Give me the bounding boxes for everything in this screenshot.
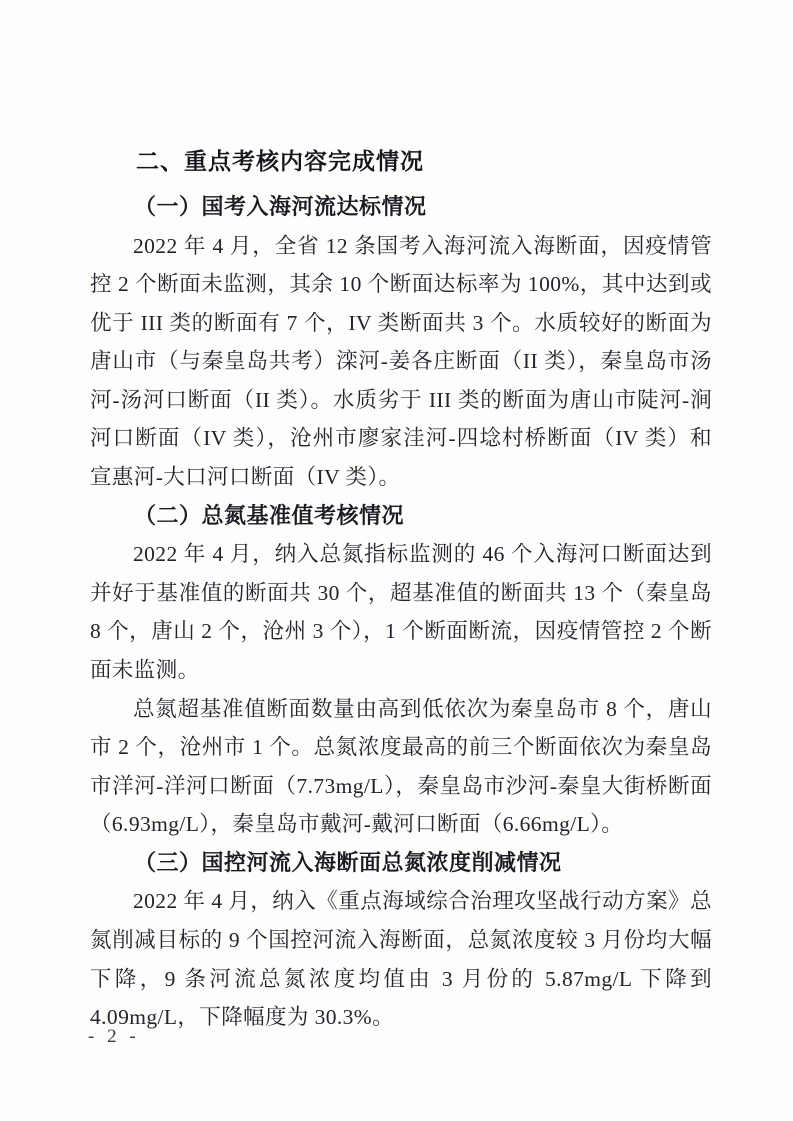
document-body xyxy=(90,142,712,1037)
paragraph: 总氮超基准值断面数量由高到低依次为秦皇岛市 8 个，唐山市 2 个，沧州市 1 个。总氮浓度最高的前三个断面依次为秦皇岛市洋河-洋河口断面（7.73mg/L），秦皇岛市沙河-秦皇大街桥断面（6.93mg/L），秦皇岛市戴河-戴河口断面（6.66mg/L）。 xyxy=(90,696,712,837)
subsection-title-1: （一）国考入海河流达标情况 xyxy=(134,194,427,219)
page-number: - 2 - xyxy=(88,1026,140,1047)
paragraph: 2022 年 4 月，纳入《重点海域综合治理攻坚战行动方案》总氮削减目标的 9 个国控河流入海断面，总氮浓度较 3 月份均大幅下降，9 条河流总氮浓度均值由 3 月份的 5.87mg/L 下降到 4.09mg/L，下降幅度为 30.3%。 xyxy=(90,889,712,1030)
subsection-title-2: （二）总氮基准值考核情况 xyxy=(134,502,405,528)
subsection-title-3: （三）国控河流入海断面总氮浓度削减情况 xyxy=(134,849,562,875)
paragraph: 2022 年 4 月，纳入总氮指标监测的 46 个入海河口断面达到并好于基准值的断面共 30 个，超基准值的断面共 13 个（秦皇岛 8 个，唐山 2 个，沧州 3 个），1 个断面断流，因疫情管控 2 个断面未监测。 xyxy=(90,542,712,682)
paragraph: 2022 年 4 月，全省 12 条国考入海河流入海断面，因疫情管控 2 个断面未监测，其余 10 个断面达标率为 100%，其中达到或优于 III 类的断面有 7 个，IV 类断面共 3 个。水质较好的断面为唐山市（与秦皇岛共考）滦河-姜各庄断面（II 类），秦皇岛市汤河-汤河口断面（II 类）。水质劣于 III 类的断面为唐山市陡河-涧河口断面（IV 类），沧州市廖家洼河-四埝村桥断面（IV 类）和宣惠河-大口河口断面（IV 类）。 xyxy=(90,233,712,490)
main-heading: 二、重点考核内容完成情况 xyxy=(136,148,424,174)
